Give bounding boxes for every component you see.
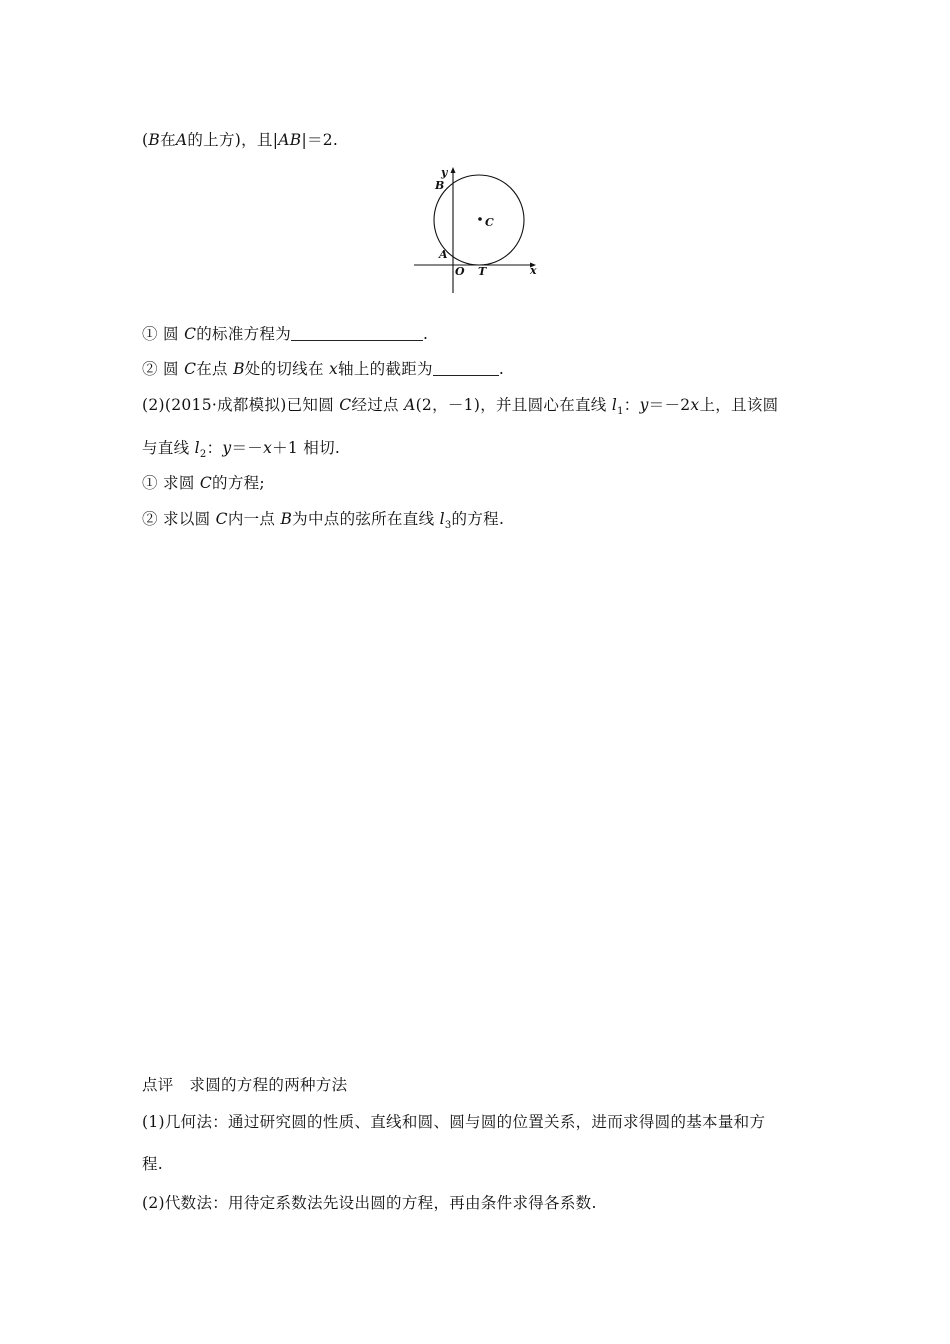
problem-2-line-2: 与直线 $l_2$：y＝－x＋1 相切. [142, 439, 341, 461]
review-title: 点评 求圆的方程的两种方法 [142, 1076, 348, 1094]
label-T: T [478, 265, 487, 278]
answer-blank-2[interactable] [433, 360, 499, 376]
condition-line: (B在A的上方)，且|AB|＝2. [142, 131, 339, 149]
label-y: y [441, 166, 448, 179]
question-2: ② 圆 C在点 B处的切线在 x轴上的截距为 . [142, 360, 505, 378]
circle-diagram [410, 162, 545, 297]
label-x: x [530, 264, 537, 277]
problem-2-line-1: (2)(2015·成都模拟)已知圆 C经过点 A(2，－1)，并且圆心在直线 $l_1$：y＝－2x上，且该圆 [142, 396, 779, 418]
label-C: C [485, 216, 494, 229]
center-point [478, 217, 482, 221]
answer-blank-1[interactable] [291, 325, 423, 341]
question-1: ① 圆 C的标准方程为 . [142, 325, 429, 343]
review-method-2: (2)代数法：用待定系数法先设出圆的方程，再由条件求得各系数. [142, 1194, 597, 1212]
review-method-1-line-1: (1)几何法：通过研究圆的性质、直线和圆、圆与圆的位置关系，进而求得圆的基本量和方 [142, 1113, 766, 1131]
review-method-1-line-2: 程. [142, 1155, 164, 1173]
label-O: O [455, 265, 465, 278]
label-A: A [439, 248, 448, 261]
problem-2-question-2: ② 求以圆 C内一点 B为中点的弦所在直线 $l_3$的方程. [142, 510, 505, 532]
label-B: B [435, 179, 445, 192]
y-axis-arrow [451, 167, 456, 173]
problem-2-question-1: ① 求圆 C的方程; [142, 474, 265, 492]
